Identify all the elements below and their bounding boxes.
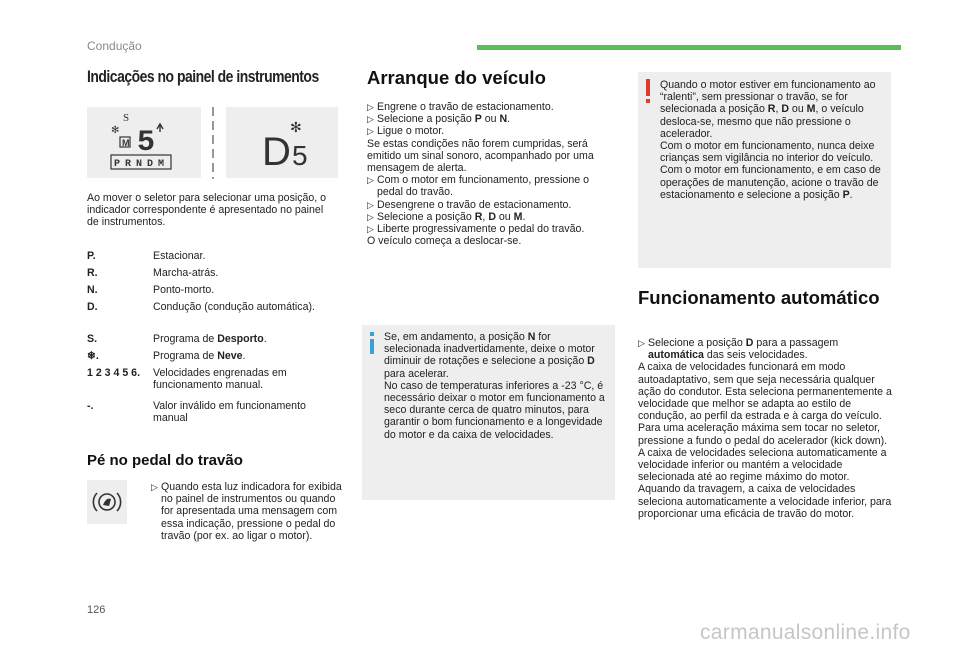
snowflake-icon: ✻ [290, 119, 302, 135]
brake-instruction: ▷ Quando esta luz indicadora for exibida no painel de instrumentos ou quando for apresentada uma mensagem com essa indicação, pressione o pedal do travão (por ex. ao ligar o motor). [151, 481, 342, 542]
def-value: Velocidades engrenadas em funcionamento manual. [153, 367, 287, 392]
step-item: ▷ Liberte progressivamente o pedal do travão. [367, 223, 585, 236]
automatic-body [638, 337, 893, 520]
def-key: D. [87, 301, 98, 313]
def-key: S. [87, 333, 98, 345]
gear-digit: 5 [137, 126, 156, 160]
def-value: Condução (condução automática). [153, 301, 315, 313]
info-text [384, 331, 606, 441]
gear-seq-r: R [125, 159, 132, 170]
bullet-arrow-icon: ▷ [367, 175, 374, 186]
brake-foot-icon [87, 480, 127, 524]
def-value: Valor inválido em funcionamento manual [153, 400, 306, 425]
info-box [362, 325, 615, 500]
bullet-arrow-icon: ▷ [367, 102, 374, 112]
watermark: carmanualsonline.info [700, 621, 911, 644]
bullet-arrow-icon: ▷ [367, 126, 374, 137]
vehicle-start-body [367, 101, 615, 247]
def-key: N. [87, 284, 98, 296]
step-item: ▷ Desengrene o travão de estacionamento. [367, 198, 572, 211]
start-steps-1 [367, 101, 615, 138]
warning-text [660, 79, 888, 201]
snowflake-icon: ✻ [111, 125, 120, 136]
brake-indicator-box [87, 480, 127, 524]
bullet-arrow-icon: ▷ [638, 338, 645, 348]
display-divider [206, 105, 220, 181]
def-value: Programa de Neve. [153, 350, 246, 362]
step-item: ▷ Ligue o motor. [367, 125, 445, 138]
def-key: ❄. [87, 350, 99, 362]
step-item: ▷ Selecione a posição R, D ou M. [367, 210, 526, 223]
def-key: P. [87, 250, 96, 262]
gear-display-manual [87, 107, 201, 178]
instrument-panel-heading: Indicações no painel de instrumentos [87, 67, 319, 86]
start-para-1: Se estas condições não forem cumpridas, será emitido um sinal sonoro, acompanhado por uma mensagem de alerta. [367, 137, 594, 175]
step-item: ▷ Engrene o travão de estacionamento. [367, 101, 554, 113]
gear-seq-n: N [136, 159, 143, 170]
warning-box [638, 72, 891, 268]
gear-seq-m: M [158, 159, 165, 170]
bullet-arrow-icon: ▷ [151, 482, 158, 492]
step-item: ▷ Com o motor em funcionamento, pressione o pedal do travão. [367, 174, 589, 199]
gear-display-manual-graphic [87, 107, 201, 178]
bullet-arrow-icon: ▷ [367, 114, 374, 125]
def-value: Estacionar. [153, 250, 206, 262]
sport-letter: S [123, 112, 130, 124]
step-item: ▷ Selecione a posição P ou N. [367, 113, 511, 126]
section-title: Condução [87, 39, 142, 53]
automatic-para-3: Aquando da travagem, a caixa de velocidades seleciona automaticamente a velocidade inferior, para proporcionar uma eficácia de travão do motor. [638, 483, 892, 520]
gear-display-drive-graphic [226, 107, 338, 178]
gear-seq-d: D [147, 159, 154, 170]
drive-gear-number: 5 [292, 140, 308, 171]
def-key: R. [87, 267, 98, 279]
gear-display-drive [226, 107, 338, 178]
warning-para-1: Quando o motor estiver em funcionamento ao “ralenti”, sem pressionar o travão, se for selecionada a posição R, D ou M, o veículo desloca-se, mesmo que não pressione o acelerador. [660, 79, 876, 140]
info-icon [367, 332, 377, 354]
page-number: 126 [87, 604, 106, 616]
def-value: Marcha-atrás. [153, 267, 219, 279]
warning-para-3: Com o motor em funcionamento, e em caso de operações de manutenção, acione o travão de estacionamento e selecione a posição P. [660, 164, 881, 201]
info-para-1: Se, em andamento, a posição N for selecionada inadvertidamente, deixe o motor diminuir de rotações e selecione a posição D para acelerar. [384, 331, 595, 380]
warning-icon [644, 79, 652, 105]
manual-letter: M [122, 138, 130, 148]
drive-gear-letter: D [262, 130, 291, 174]
def-key: 1 2 3 4 5 6. [87, 367, 141, 379]
start-steps-2 [367, 174, 615, 235]
start-para-2: O veículo começa a deslocar-se. [367, 235, 522, 248]
section-accent-bar [477, 45, 901, 50]
def-value: Ponto-morto. [153, 284, 215, 296]
bullet-arrow-icon: ▷ [367, 211, 374, 222]
def-key: -. [87, 400, 94, 412]
warning-para-2: Com o motor em funcionamento, nunca deixe crianças sem vigilância no interior do veículo. [660, 140, 875, 165]
gear-seq-p: P [114, 159, 121, 170]
automatic-para-2: Para uma aceleração máxima sem tocar no seletor, pressione a fundo o pedal do acelerador (kick down). A caixa de velocidades seleciona automaticamente a velocidade inferior ou mantém a velocidade selecionada até ao regime máximo do motor. [638, 422, 888, 484]
automatic-step: ▷ Selecione a posição D para a passagem automática das seis velocidades. [638, 337, 839, 362]
bullet-arrow-icon: ▷ [367, 199, 374, 210]
automatic-para-1: A caixa de velocidades funcionará em modo autoadaptativo, sem que seja necessária qualquer ação do condutor. Esta seleciona permanentemente a velocidade que melhor se adapta ao estilo de condução, ao perfil da estrada e à carga do veículo. [638, 361, 892, 423]
shift-up-arrow [157, 124, 163, 132]
display-intro: Ao mover o seletor para selecionar uma posição, o indicador correspondente é apresentado no painel de instrumentos. [87, 192, 327, 229]
info-para-2: No caso de temperaturas inferiores a -23 °C, é necessário deixar o motor em funcionamento a seco durante cerca de quatro minutos, para garantir o bom funcionamento e a longevidade do motor e da caixa de velocidades. [384, 379, 605, 441]
automatic-operation-heading: Funcionamento automático [638, 287, 880, 308]
brake-pedal-heading: Pé no pedal do travão [87, 452, 243, 469]
vehicle-start-heading: Arranque do veículo [367, 67, 546, 88]
def-value: Programa de Desporto. [153, 333, 267, 345]
bullet-arrow-icon: ▷ [367, 224, 374, 235]
